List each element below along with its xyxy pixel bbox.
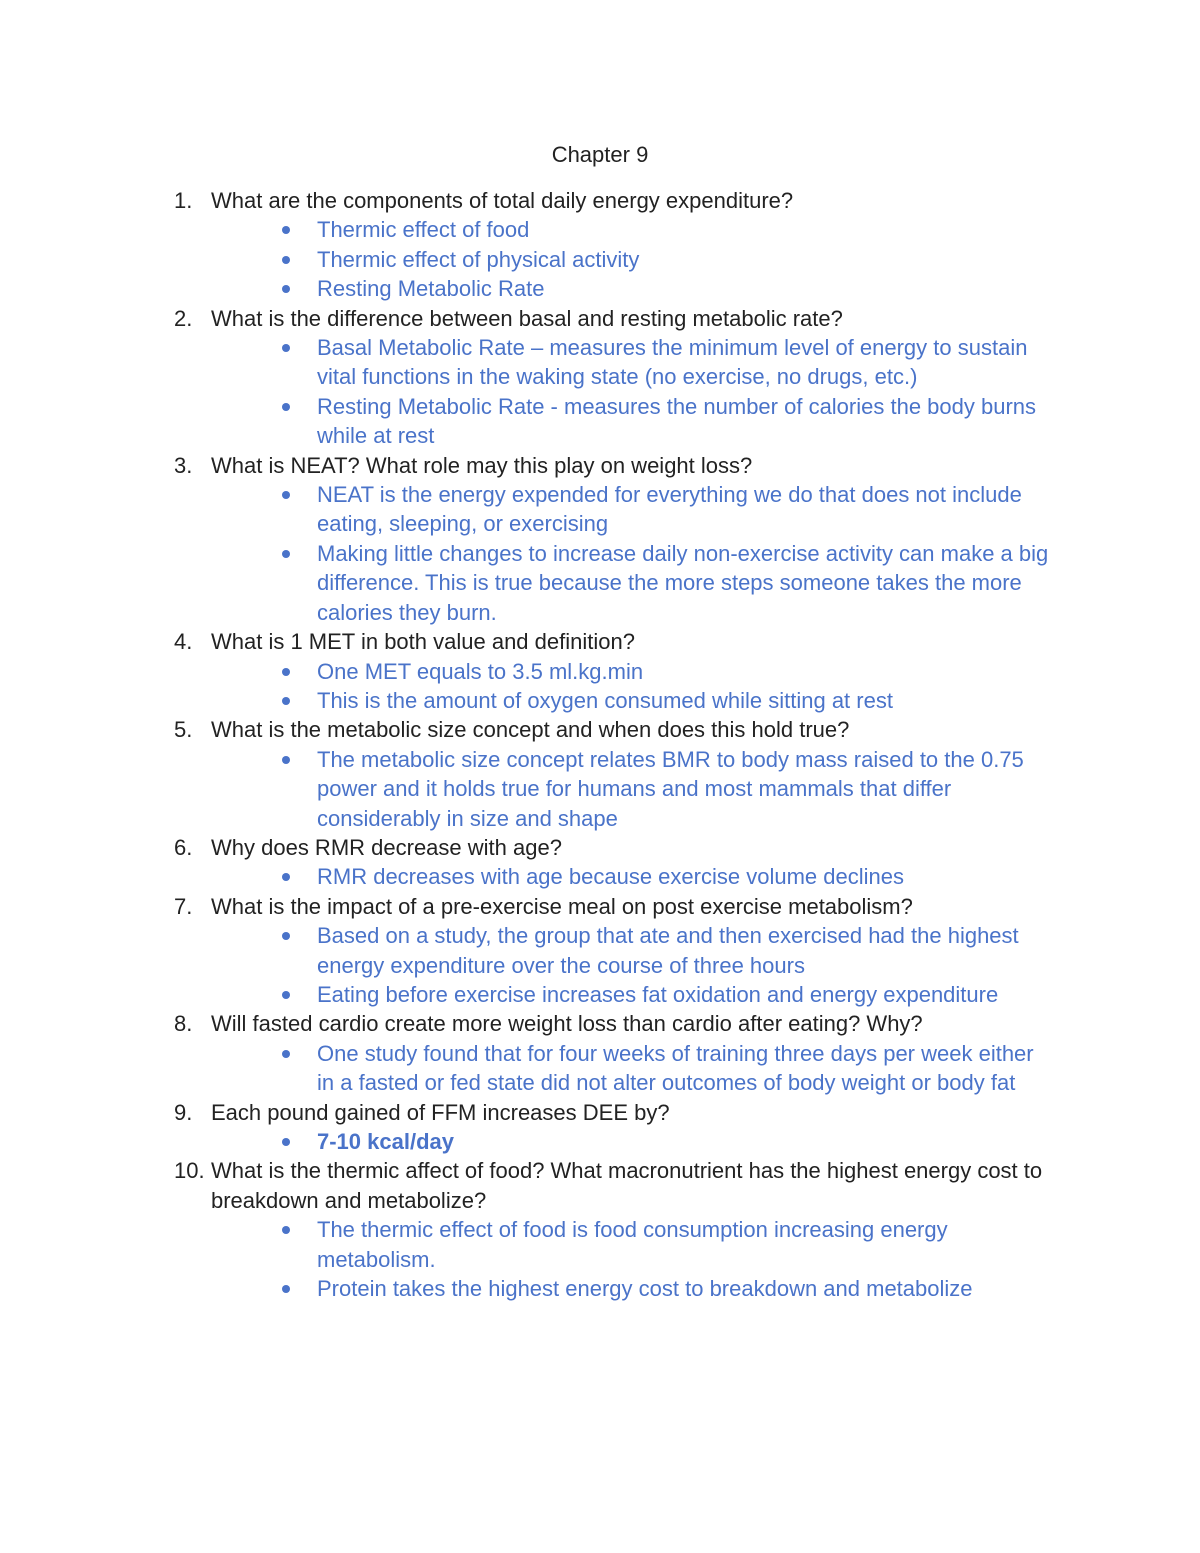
- question-text: Will fasted cardio create more weight loss than cardio after eating? Why?: [211, 1011, 923, 1037]
- bullet-icon: [282, 1285, 290, 1293]
- answer-text: Thermic effect of food: [317, 217, 530, 243]
- answer-text: RMR decreases with age because exercise volume declines: [317, 864, 904, 890]
- answer-item: [0, 215, 1200, 244]
- question-number: 7.: [174, 893, 193, 919]
- answer-list: [0, 333, 1200, 451]
- question-item: [0, 715, 1200, 833]
- question-text: Why does RMR decrease with age?: [211, 834, 562, 860]
- answer-list: [0, 215, 1200, 303]
- answer-text: Thermic effect of physical activity: [317, 246, 640, 272]
- bullet-icon: [282, 991, 290, 999]
- bullet-icon: [282, 1138, 290, 1146]
- question-item: [0, 186, 1200, 304]
- question-item: [0, 1156, 1200, 1303]
- answer-text: 7-10 kcal/day: [317, 1129, 454, 1154]
- answer-text: Protein takes the highest energy cost to breakdown and metabolize: [317, 1276, 973, 1302]
- bullet-icon: [282, 491, 290, 499]
- question-number: 1.: [174, 188, 193, 213]
- question-text: What is 1 MET in both value and definition?: [211, 629, 635, 655]
- question-number: 9.: [174, 1099, 193, 1125]
- answer-list: [0, 657, 1200, 716]
- answer-list: [0, 921, 1200, 1009]
- answer-item: [0, 1127, 1200, 1156]
- bullet-icon: [282, 932, 290, 940]
- question-item: [0, 892, 1200, 1010]
- bullet-icon: [282, 873, 290, 881]
- bullet-icon: [282, 697, 290, 705]
- question-item: [0, 1009, 1200, 1097]
- answer-item: [0, 921, 1200, 980]
- answer-text: Basal Metabolic Rate – measures the minimum level of energy to sustain vital functions in the waking state (no exercise, no drugs, etc.): [317, 335, 1028, 390]
- question-text: What is the thermic affect of food? What macronutrient has the highest energy cost to breakdown and metabolize?: [211, 1158, 1043, 1213]
- answer-item: [0, 862, 1200, 891]
- answer-item: [0, 980, 1200, 1009]
- question-item: [0, 304, 1200, 451]
- bullet-icon: [282, 403, 290, 411]
- question-item: [0, 627, 1200, 715]
- answer-list: [0, 1215, 1200, 1303]
- question-list: [0, 186, 1200, 1303]
- answer-text: Resting Metabolic Rate: [317, 276, 545, 302]
- bullet-icon: [282, 668, 290, 676]
- bullet-icon: [282, 285, 290, 293]
- answer-item: [0, 686, 1200, 715]
- answer-list: [0, 1039, 1200, 1098]
- question-text: What is the impact of a pre-exercise meal on post exercise metabolism?: [211, 893, 913, 919]
- answer-item: [0, 1274, 1200, 1303]
- answer-item: [0, 1039, 1200, 1098]
- answer-text: Eating before exercise increases fat oxidation and energy expenditure: [317, 981, 999, 1007]
- question-text: What is the difference between basal and resting metabolic rate?: [211, 305, 843, 331]
- answer-text: Resting Metabolic Rate - measures the number of calories the body burns while at rest: [317, 393, 1037, 449]
- question-number: 6.: [174, 834, 193, 860]
- answer-list: [0, 480, 1200, 627]
- answer-list: [0, 862, 1200, 891]
- answer-text: NEAT is the energy expended for everything we do that does not include eating, sleeping, or exercising: [317, 482, 1022, 537]
- bullet-icon: [282, 256, 290, 264]
- question-number: 2.: [174, 305, 193, 331]
- answer-item: [0, 480, 1200, 539]
- question-number: 3.: [174, 452, 193, 478]
- answer-list: [0, 1127, 1200, 1156]
- bullet-icon: [282, 226, 290, 234]
- question-text: What is the metabolic size concept and when does this hold true?: [211, 717, 850, 743]
- answer-item: [0, 539, 1200, 627]
- question-text: What are the components of total daily energy expenditure?: [211, 188, 794, 213]
- question-item: [0, 1098, 1200, 1157]
- bullet-icon: [282, 1050, 290, 1058]
- answer-text: One MET equals to 3.5 ml.kg.min: [317, 658, 644, 684]
- answer-text: Based on a study, the group that ate and then exercised had the highest energy expenditure over the course of three hours: [317, 923, 1019, 978]
- question-number: 4.: [174, 629, 193, 655]
- question-number: 10.: [174, 1158, 205, 1184]
- answer-item: [0, 274, 1200, 303]
- question-item: [0, 833, 1200, 892]
- question-number: 5.: [174, 717, 193, 743]
- answer-item: [0, 392, 1200, 451]
- answer-text: The thermic effect of food is food consumption increasing energy metabolism.: [317, 1217, 948, 1272]
- page-title: Chapter 9: [551, 142, 649, 167]
- question-text: What is NEAT? What role may this play on weight loss?: [211, 452, 753, 478]
- answer-item: [0, 245, 1200, 274]
- answer-text: The metabolic size concept relates BMR to body mass raised to the 0.75 power and it holds true for humans and most mammals that differ considerably in size and shape: [317, 746, 1024, 831]
- bullet-icon: [282, 1226, 290, 1234]
- question-text: Each pound gained of FFM increases DEE by?: [211, 1099, 670, 1125]
- answer-item: [0, 1215, 1200, 1274]
- answer-text: Making little changes to increase daily non-exercise activity can make a big difference. This is true because the more steps someone takes the more calories they burn.: [317, 540, 1049, 625]
- answer-text: This is the amount of oxygen consumed while sitting at rest: [317, 687, 893, 713]
- question-item: [0, 451, 1200, 627]
- bullet-icon: [282, 550, 290, 558]
- bullet-icon: [282, 756, 290, 764]
- answer-item: [0, 745, 1200, 833]
- bullet-icon: [282, 344, 290, 352]
- question-number: 8.: [174, 1011, 193, 1037]
- answer-item: [0, 333, 1200, 392]
- answer-text: One study found that for four weeks of training three days per week either in a fasted or fed state did not alter outcomes of body weight or body fat: [317, 1040, 1034, 1096]
- answer-item: [0, 657, 1200, 686]
- answer-list: [0, 745, 1200, 833]
